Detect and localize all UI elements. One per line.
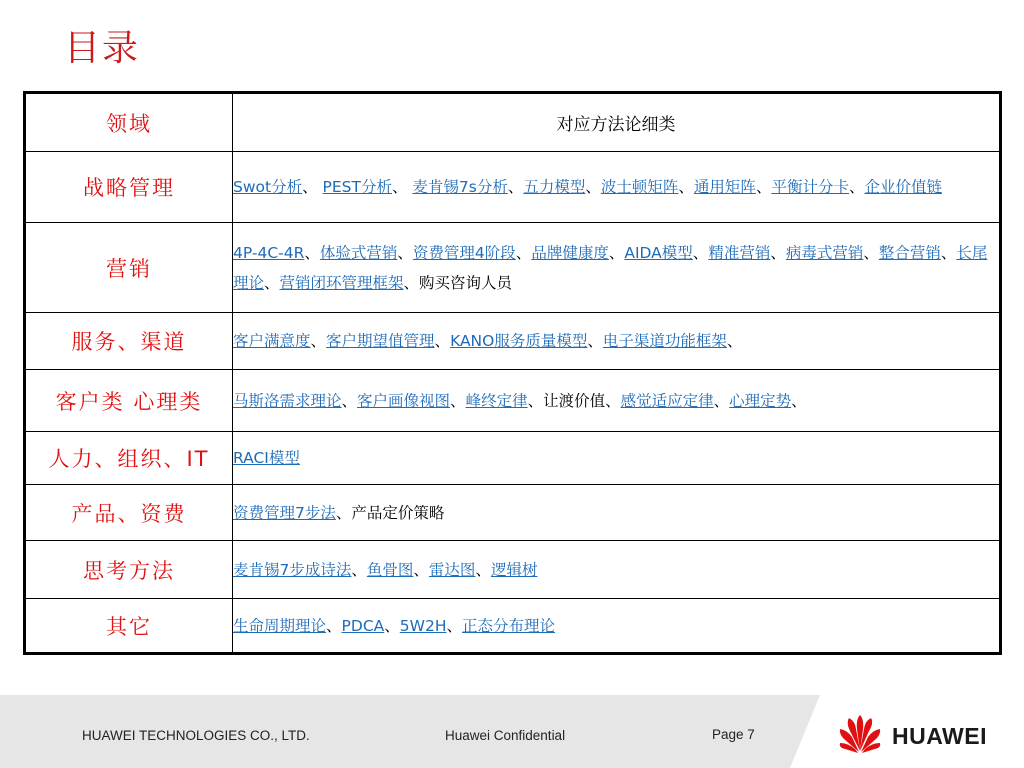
method-link[interactable]: 马斯洛需求理论	[233, 391, 342, 410]
method-separator: 、	[863, 243, 879, 262]
method-separator: 、	[726, 332, 743, 350]
huawei-brand-text: HUAWEI	[892, 723, 987, 749]
method-link[interactable]: 体验式营销	[319, 243, 398, 262]
method-link[interactable]: 雷达图	[428, 560, 476, 579]
row-domain: 营销	[25, 223, 233, 313]
row-domain: 产品、资费	[25, 485, 233, 541]
method-link[interactable]: 麦肯锡7步成诗法	[233, 560, 352, 579]
row-domain: 客户类 心理类	[25, 370, 233, 432]
method-link[interactable]: 正态分布理论	[462, 616, 556, 635]
method-link[interactable]: 5W2H	[399, 616, 447, 635]
table-row	[25, 223, 1001, 313]
method-separator: 、	[446, 616, 462, 635]
table-row	[25, 370, 1001, 432]
row-domain: 其它	[25, 599, 233, 654]
methodology-table	[23, 91, 1002, 655]
method-separator: 、	[341, 391, 358, 410]
method-separator: 、	[507, 178, 524, 196]
method-separator: 、	[302, 178, 323, 196]
method-link[interactable]: 感觉适应定律	[620, 391, 714, 410]
row-domain: 思考方法	[25, 541, 233, 599]
huawei-logo-icon	[838, 711, 882, 755]
footer-company: HUAWEI TECHNOLOGIES CO., LTD.	[82, 728, 310, 743]
method-link[interactable]: 平衡计分卡	[771, 178, 849, 196]
row-methods	[233, 599, 1001, 654]
method-link[interactable]: 心理定势	[729, 391, 792, 410]
method-link[interactable]: 逻辑树	[490, 560, 538, 579]
method-separator: 、	[587, 332, 603, 350]
table-row	[25, 599, 1001, 654]
method-separator: 、	[264, 273, 280, 292]
method-separator: 、	[384, 616, 400, 635]
page-title: 目录	[64, 28, 141, 69]
method-link[interactable]: 长尾理论	[233, 243, 988, 292]
method-link[interactable]: PEST分析	[322, 178, 392, 196]
row-methods	[233, 313, 1001, 370]
footer-confidential: Huawei Confidential	[445, 728, 566, 743]
method-separator: 、	[397, 243, 413, 262]
method-link[interactable]: 通用矩阵	[693, 178, 756, 196]
header-domain: 领域	[25, 93, 233, 152]
row-methods	[233, 485, 1001, 541]
method-link[interactable]: 病毒式营销	[785, 243, 864, 262]
table-row	[25, 152, 1001, 223]
method-link[interactable]: 五力模型	[523, 178, 586, 196]
method-separator: 、	[413, 560, 429, 579]
method-link[interactable]: 营销闭环管理框架	[279, 273, 404, 292]
method-link[interactable]: KANO服务质量模型	[450, 332, 588, 350]
method-separator: 、	[791, 391, 807, 410]
method-link[interactable]: 精准营销	[708, 243, 771, 262]
method-link[interactable]: PDCA	[341, 616, 385, 635]
method-link[interactable]: 鱼骨图	[366, 560, 414, 579]
method-link[interactable]: 麦肯锡7s分析	[412, 178, 508, 196]
method-link[interactable]: 电子渠道功能框架	[602, 332, 727, 350]
row-domain: 服务、渠道	[25, 313, 233, 370]
method-separator: 、	[351, 560, 367, 579]
method-separator: 、	[391, 178, 413, 196]
method-separator: 、	[450, 391, 466, 410]
method-link[interactable]: 客户满意度	[233, 332, 311, 350]
method-separator: 、	[475, 560, 491, 579]
row-domain: 战略管理	[25, 152, 233, 223]
method-link[interactable]: 4P-4C-4R	[233, 243, 305, 262]
method-separator: 、	[755, 178, 772, 196]
row-domain: 人力、组织、IT	[25, 432, 233, 485]
table-row	[25, 313, 1001, 370]
method-link[interactable]: 生命周期理论	[233, 616, 327, 635]
method-link[interactable]: 客户期望值管理	[326, 332, 435, 350]
method-separator: 、购买咨询人员	[403, 273, 513, 292]
method-separator: 、	[310, 332, 327, 350]
table-header-row	[25, 93, 1001, 152]
page-number: Page 7	[712, 727, 755, 742]
method-link[interactable]: 波士顿矩阵	[600, 178, 679, 196]
method-separator: 、	[326, 616, 342, 635]
method-separator: 、	[608, 243, 625, 262]
table-row	[25, 485, 1001, 541]
row-methods	[233, 370, 1001, 432]
method-link[interactable]: 品牌健康度	[531, 243, 609, 262]
method-separator: 、产品定价策略	[335, 503, 445, 522]
method-separator: 、	[678, 178, 694, 196]
method-separator: 、	[304, 243, 320, 262]
method-link[interactable]: 资费管理4阶段	[412, 243, 516, 262]
method-link[interactable]: 客户画像视图	[357, 391, 451, 410]
header-methods: 对应方法论细类	[233, 93, 1001, 152]
table-row	[25, 541, 1001, 599]
row-methods	[233, 432, 1001, 485]
method-separator: 、	[692, 243, 709, 262]
method-link[interactable]: Swot分析	[233, 178, 303, 196]
table-row	[25, 432, 1001, 485]
method-separator: 、	[585, 178, 601, 196]
method-separator: 、	[515, 243, 532, 262]
method-link[interactable]: 整合营销	[878, 243, 941, 262]
method-separator: 、	[713, 391, 730, 410]
method-separator: 、	[434, 332, 451, 350]
method-link[interactable]: 资费管理7步法	[233, 503, 336, 522]
row-methods	[233, 152, 1001, 223]
method-separator: 、	[848, 178, 865, 196]
method-link[interactable]: 企业价值链	[864, 178, 942, 196]
method-link[interactable]: AIDA模型	[624, 243, 693, 262]
method-link[interactable]: 峰终定律	[465, 391, 528, 410]
method-separator: 、	[770, 243, 786, 262]
method-separator: 、让渡价值、	[527, 391, 621, 410]
method-link[interactable]: RACI模型	[233, 449, 300, 467]
method-separator: 、	[940, 243, 957, 262]
row-methods	[233, 541, 1001, 599]
row-methods	[233, 223, 1001, 313]
